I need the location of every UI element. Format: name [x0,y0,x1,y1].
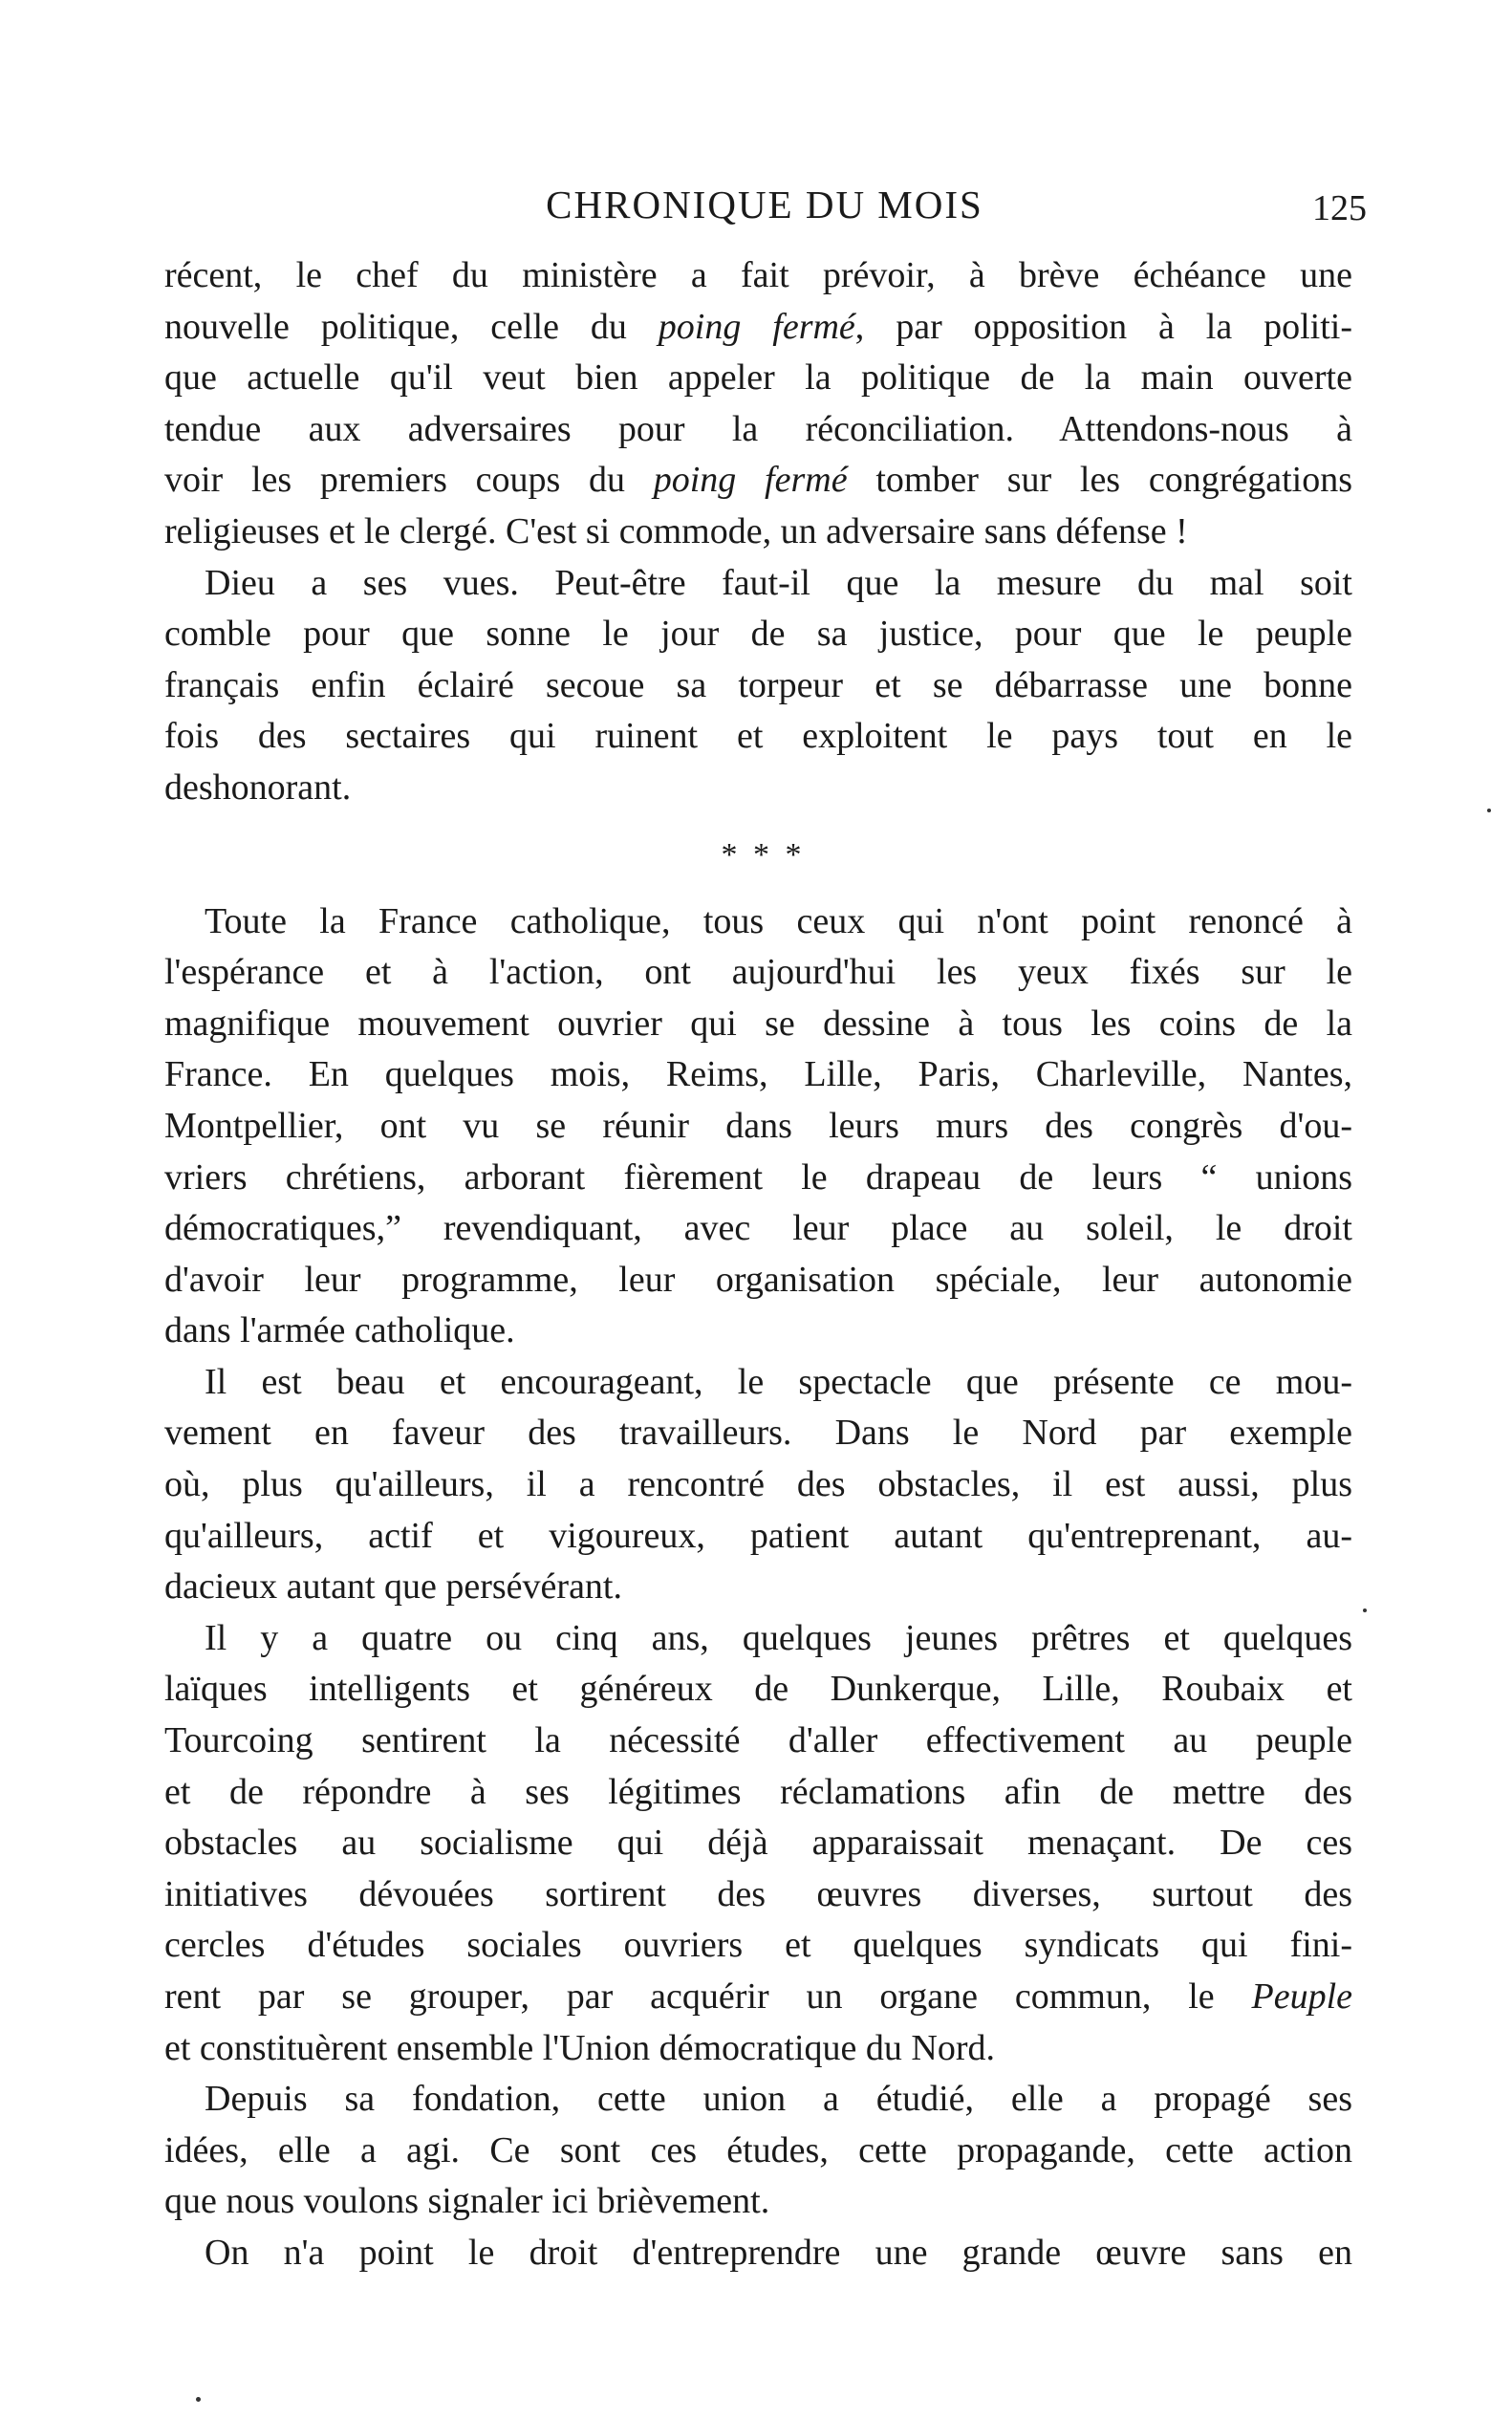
italic-phrase: poing fermé [653,460,848,501]
text-line: d'avoir leur programme, leur organisation spéciale, leur autonomie [164,1259,1352,1300]
text-line: nouvelle politique, celle du poing fermé, par opposition à la politi- [164,306,1353,347]
text-line: rent par se grouper, par acquérir un organe commun, le Peuple [164,1976,1352,2017]
paragraph [164,2074,1352,2228]
text-line: Il y a quatre ou cinq ans, quelques jeunes prêtres et quelques [205,1617,1352,1658]
text-line: tendue aux adversaires pour la réconciliation. Attendons-nous à [164,408,1352,449]
text-line: Montpellier, ont vu se réunir dans leurs murs des congrès d'ou- [164,1105,1352,1146]
text-line: et de répondre à ses légitimes réclamations afin de mettre des [164,1771,1352,1812]
text-line: On n'a point le droit d'entreprendre une grande œuvre sans en [205,2232,1352,2273]
text-line: Toute la France catholique, tous ceux qui n'ont point renoncé à [205,900,1352,941]
text-line: et constituèrent ensemble l'Union démocratique du Nord. [164,2027,995,2068]
text-line: laïques intelligents et généreux de Dunkerque, Lille, Roubaix et [164,1669,1352,1710]
text-line: initiatives dévouées sortirent des œuvres diverses, surtout des [164,1873,1352,1914]
paragraph [164,1357,1352,1613]
italic-phrase: poing fermé [658,306,855,347]
ink-speck [1487,809,1491,812]
text-line: dans l'armée catholique. [164,1310,515,1351]
text-line: France. En quelques mois, Reims, Lille, Paris, Charleville, Nantes, [164,1054,1352,1095]
paragraph [164,2228,1352,2279]
text-line: récent, le chef du ministère a fait prévoir, à brève échéance une [164,255,1352,295]
text-line: religieuses et le clergé. C'est si commode, un adversaire sans défense ! [164,510,1188,551]
text-line: idées, elle a agi. Ce sont ces études, cette propagande, cette action [164,2129,1352,2170]
text-line: que actuelle qu'il veut bien appeler la politique de la main ouverte [164,357,1352,399]
text-line: voir les premiers coups du poing fermé tomber sur les congrégations [164,460,1352,501]
page-header [162,182,1367,239]
text-line: magnifique mouvement ouvrier qui se dessine à tous les coins de la [164,1003,1352,1044]
text-line: vriers chrétiens, arborant fièrement le drapeau de leurs “ unions [164,1156,1352,1198]
text-line: français enfin éclairé secoue sa torpeur et se débarrasse une bonne [164,664,1352,705]
text-line: deshonorant. [164,766,352,808]
text-line: Tourcoing sentirent la nécessité d'aller effectivement au peuple [164,1720,1352,1761]
text-line: cercles d'études sociales ouvriers et quelques syndicats qui fini- [164,1925,1352,1966]
text-line: que nous voulons signaler ici brièvement. [164,2181,770,2222]
italic-phrase: Peuple [1251,1976,1352,2017]
text-line: où, plus qu'ailleurs, il a rencontré des obstacles, il est aussi, plus [164,1464,1352,1505]
paragraph [164,558,1352,814]
ink-speck [1363,1608,1367,1612]
running-title: CHRONIQUE DU MOIS [546,183,983,227]
paragraph [164,1613,1352,2074]
text-line: Il est beau et encourageant, le spectacle que présente ce mou- [205,1361,1352,1402]
body-text [164,250,1352,2279]
text-line: qu'ailleurs, actif et vigoureux, patient autant qu'entreprenant, au- [164,1515,1352,1556]
ink-speck [196,2397,201,2402]
page-number: 125 [1312,188,1367,228]
text-line: dacieux autant que persévérant. [164,1566,622,1608]
text-line: comble pour que sonne le jour de sa justice, pour que le peuple [164,614,1352,655]
paragraph [164,250,1352,558]
text-line: Dieu a ses vues. Peut-être faut-il que la mesure du mal soit [205,562,1352,603]
text-line: l'espérance et à l'action, ont aujourd'hui les yeux fixés sur le [164,952,1352,993]
text-line: obstacles au socialisme qui déjà apparaissait menaçant. De ces [164,1823,1352,1864]
text-line: fois des sectaires qui ruinent et exploitent le pays tout en le [164,716,1352,757]
text-line: démocratiques,” revendiquant, avec leur place au soleil, le droit [164,1208,1352,1249]
text-line: vement en faveur des travailleurs. Dans le Nord par exemple [164,1413,1352,1454]
paragraph [164,896,1352,1357]
section-separator: * * * [721,836,806,873]
text-line: Depuis sa fondation, cette union a étudié, elle a propagé ses [205,2079,1352,2120]
